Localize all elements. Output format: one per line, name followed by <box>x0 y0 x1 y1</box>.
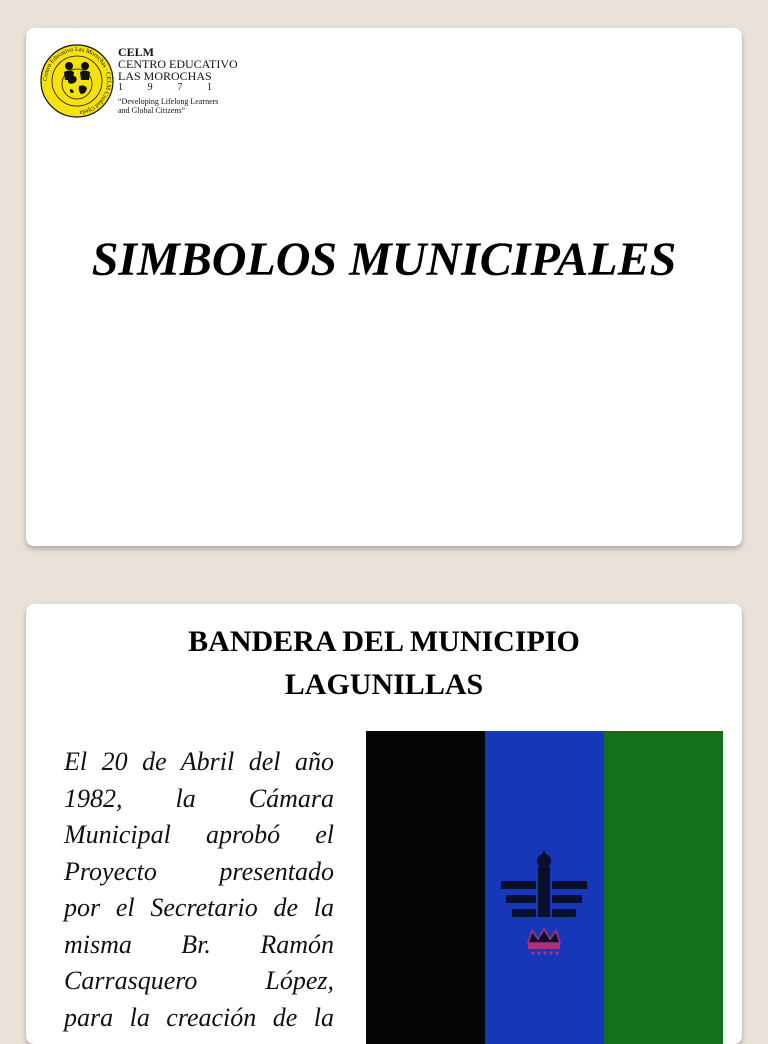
school-logo <box>40 44 114 118</box>
body-line: para la creación de la <box>64 1002 334 1032</box>
body-line: 1982, la Cámara <box>64 783 334 813</box>
motto-line1: “Developing Lifelong Learners <box>118 97 219 106</box>
municipal-flag <box>366 731 723 1044</box>
title-slide <box>26 28 742 546</box>
flag-stripe-green <box>604 731 723 1044</box>
body-line: Municipal aprobó el <box>64 820 334 849</box>
flag-slide <box>26 604 742 1044</box>
slide-title: SIMBOLOS MUNICIPALES <box>91 233 677 286</box>
school-name-block <box>118 46 248 115</box>
year-digit: 7 <box>177 82 183 93</box>
logo-ring-text: Centro Educativo Las Morochas · CELM Ciudad Ojeda <box>41 45 113 116</box>
year-digit: 1 <box>118 82 123 93</box>
school-motto <box>118 97 248 115</box>
school-abbr: CELM <box>118 45 154 59</box>
flag-slide-title <box>26 620 742 706</box>
title-line2: LAGUNILLAS <box>284 668 484 701</box>
body-line: misma Br. Ramón <box>64 929 334 959</box>
body-line: por el Secretario de la <box>64 893 334 922</box>
flag-history-text <box>64 744 334 1036</box>
body-line: El 20 de Abril del año <box>64 747 334 776</box>
school-name-line2: LAS MOROCHAS <box>118 69 212 83</box>
title-line1: BANDERA DEL MUNICIPIO <box>188 625 580 658</box>
school-name-line1: CENTRO EDUCATIVO <box>118 57 238 71</box>
year-digit: 9 <box>147 82 153 93</box>
flag-stripe-black <box>366 731 485 1044</box>
motto-line2: and Global Citizens” <box>118 106 186 115</box>
body-line: Proyecto presentado <box>64 856 334 886</box>
body-line: Carrasquero López, <box>64 966 334 995</box>
founding-year <box>118 82 212 93</box>
year-digit: 1 <box>206 82 212 93</box>
